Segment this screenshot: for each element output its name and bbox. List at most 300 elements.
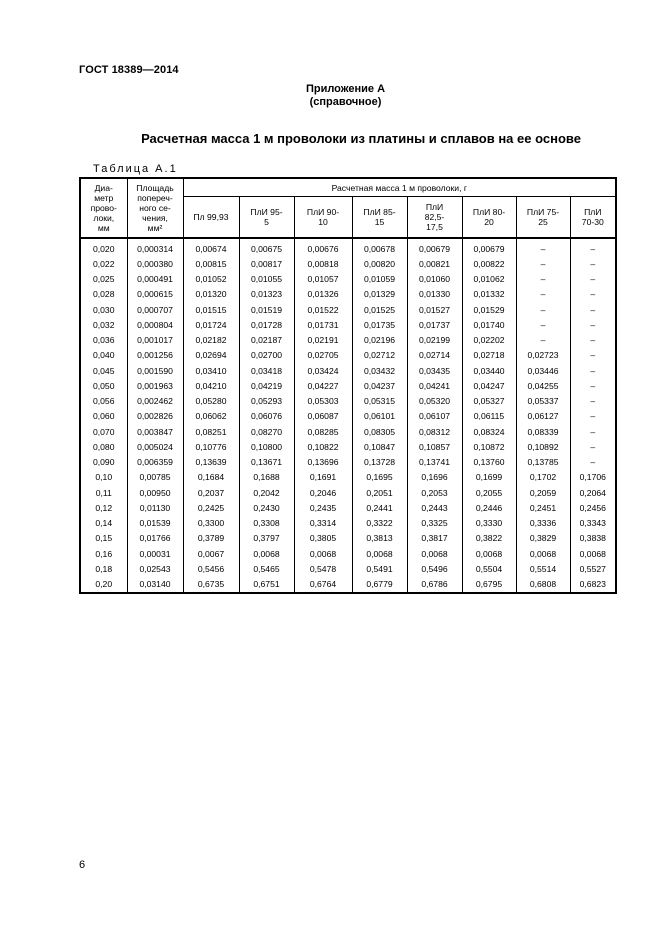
table-cell: 0,02199 — [407, 333, 462, 348]
table-cell: 0,025 — [80, 272, 127, 287]
table-cell: 0,01320 — [183, 287, 239, 302]
table-cell: 0,090 — [80, 455, 127, 470]
alloy-header-line: 82,5- — [424, 212, 445, 222]
table-cell: 0,2037 — [183, 485, 239, 500]
table-cell: 0,02694 — [183, 348, 239, 363]
table-cell: 0,045 — [80, 363, 127, 378]
table-cell: 0,000707 — [127, 302, 183, 317]
table-cell: 0,01522 — [294, 302, 352, 317]
table-cell: 0,3797 — [239, 531, 294, 546]
table-cell: 0,20 — [80, 577, 127, 593]
table-cell: 0,05327 — [462, 394, 516, 409]
table-cell: 0,01052 — [183, 272, 239, 287]
table-cell: 0,04255 — [516, 378, 570, 393]
table-cell: 0,2053 — [407, 485, 462, 500]
standard-number: ГОСТ 18389—2014 — [79, 64, 179, 76]
table-cell: – — [516, 287, 570, 302]
table-cell: 0,01515 — [183, 302, 239, 317]
table-cell: 0,01766 — [127, 531, 183, 546]
table-cell: 0,14 — [80, 516, 127, 531]
table-cell: 0,02187 — [239, 333, 294, 348]
area-header-line: мм² — [147, 223, 163, 233]
table-cell: 0,3805 — [294, 531, 352, 546]
table-cell: 0,6779 — [352, 577, 407, 593]
table-cell: 0,06062 — [183, 409, 239, 424]
table-cell: 0,1688 — [239, 470, 294, 485]
appendix-note: (справочное) — [309, 96, 382, 108]
table-cell: 0,0068 — [570, 546, 616, 561]
table-cell: – — [570, 455, 616, 470]
table-cell: 0,2435 — [294, 500, 352, 515]
diameter-header — [80, 178, 127, 238]
table-cell: 0,05315 — [352, 394, 407, 409]
table-cell: 0,032 — [80, 317, 127, 332]
table-cell: 0,01740 — [462, 317, 516, 332]
table-row — [80, 394, 616, 409]
table-cell: 0,6786 — [407, 577, 462, 593]
table-row — [80, 424, 616, 439]
table-cell: 0,070 — [80, 424, 127, 439]
table-cell: 0,002462 — [127, 394, 183, 409]
table-cell: 0,01735 — [352, 317, 407, 332]
alloy-header — [239, 197, 294, 239]
table-cell: 0,03424 — [294, 363, 352, 378]
table-cell: 0,02712 — [352, 348, 407, 363]
table-cell: – — [570, 363, 616, 378]
alloy-header — [516, 197, 570, 239]
table-cell: 0,01527 — [407, 302, 462, 317]
alloy-header-line: 5 — [264, 217, 269, 227]
table-cell: – — [570, 409, 616, 424]
table-cell: 0,040 — [80, 348, 127, 363]
table-cell: 0,01062 — [462, 272, 516, 287]
table-cell: 0,036 — [80, 333, 127, 348]
table-cell: 0,06076 — [239, 409, 294, 424]
alloy-header-line: ПлИ 85- — [363, 207, 396, 217]
alloy-header — [570, 197, 616, 239]
table-cell: 0,00675 — [239, 238, 294, 256]
table-cell: 0,01724 — [183, 317, 239, 332]
table-cell: – — [570, 302, 616, 317]
page-number: 6 — [79, 859, 86, 871]
table-cell: – — [516, 238, 570, 256]
table-row — [80, 531, 616, 546]
table-cell: 0,6795 — [462, 577, 516, 593]
table-cell: 0,005024 — [127, 439, 183, 454]
table-cell: 0,0068 — [294, 546, 352, 561]
table-cell: – — [516, 317, 570, 332]
diameter-header-line: мм — [97, 223, 110, 233]
table-row — [80, 348, 616, 363]
table-cell: 0,01057 — [294, 272, 352, 287]
area-header-line: попереч- — [137, 193, 173, 203]
table-cell: – — [516, 333, 570, 348]
table-cell: – — [570, 439, 616, 454]
table-cell: 0,00031 — [127, 546, 183, 561]
table-cell: 0,00679 — [407, 238, 462, 256]
alloy-header — [294, 197, 352, 239]
table-row — [80, 546, 616, 561]
alloy-header — [462, 197, 516, 239]
table-cell: 0,02718 — [462, 348, 516, 363]
table-cell: 0,00817 — [239, 256, 294, 271]
table-cell: 0,5527 — [570, 561, 616, 576]
table-cell: 0,10857 — [407, 439, 462, 454]
table-cell: 0,001256 — [127, 348, 183, 363]
diameter-header-line: прово- — [90, 203, 117, 213]
table-cell: 0,18 — [80, 561, 127, 576]
table-cell: 0,13785 — [516, 455, 570, 470]
table-cell: 0,01519 — [239, 302, 294, 317]
appendix-heading — [0, 83, 661, 109]
table-row — [80, 378, 616, 393]
table-row — [80, 485, 616, 500]
table-cell: 0,02543 — [127, 561, 183, 576]
table-cell: 0,0068 — [516, 546, 570, 561]
table-cell: 0,2451 — [516, 500, 570, 515]
table-cell: 0,02191 — [294, 333, 352, 348]
table-row — [80, 333, 616, 348]
table-cell: 0,04210 — [183, 378, 239, 393]
table-cell: 0,3838 — [570, 531, 616, 546]
table-cell: 0,000380 — [127, 256, 183, 271]
table-cell: 0,06115 — [462, 409, 516, 424]
wire-mass-table — [79, 177, 617, 594]
alloy-header-line: ПлИ 95- — [250, 207, 283, 217]
table-cell: 0,13639 — [183, 455, 239, 470]
table-cell: 0,0068 — [462, 546, 516, 561]
table-cell: 0,3308 — [239, 516, 294, 531]
table-cell: 0,10847 — [352, 439, 407, 454]
table-cell: 0,1696 — [407, 470, 462, 485]
alloy-header — [183, 197, 239, 239]
table-cell: 0,01323 — [239, 287, 294, 302]
table-cell: 0,5504 — [462, 561, 516, 576]
table-cell: 0,2051 — [352, 485, 407, 500]
table-cell: 0,6764 — [294, 577, 352, 593]
area-header-line: ного се- — [139, 203, 171, 213]
alloy-header-line: 10 — [318, 217, 328, 227]
alloy-header-line: 15 — [374, 217, 385, 227]
table-cell: 0,01728 — [239, 317, 294, 332]
table-cell: – — [570, 424, 616, 439]
area-header — [127, 178, 183, 238]
table-cell: 0,1699 — [462, 470, 516, 485]
table-cell: 0,02196 — [352, 333, 407, 348]
table-cell: 0,003847 — [127, 424, 183, 439]
table-row — [80, 238, 616, 256]
table-cell: 0,5465 — [239, 561, 294, 576]
table-cell: 0,1695 — [352, 470, 407, 485]
table-cell: – — [570, 348, 616, 363]
table-cell: 0,01332 — [462, 287, 516, 302]
table-cell: 0,01529 — [462, 302, 516, 317]
table-cell: 0,2064 — [570, 485, 616, 500]
table-cell: 0,3813 — [352, 531, 407, 546]
alloy-header — [407, 197, 462, 239]
table-cell: 0,000804 — [127, 317, 183, 332]
table-cell: 0,00676 — [294, 238, 352, 256]
table-cell: 0,5491 — [352, 561, 407, 576]
table-cell: 0,056 — [80, 394, 127, 409]
table-cell: 0,06087 — [294, 409, 352, 424]
mass-group-header: Расчетная масса 1 м проволоки, г — [183, 178, 616, 197]
table-cell: – — [570, 238, 616, 256]
table-cell: 0,10892 — [516, 439, 570, 454]
table-cell: 0,000615 — [127, 287, 183, 302]
table-cell: – — [516, 272, 570, 287]
table-cell: 0,6735 — [183, 577, 239, 593]
table-cell: 0,2059 — [516, 485, 570, 500]
table-cell: 0,00818 — [294, 256, 352, 271]
table-cell: 0,15 — [80, 531, 127, 546]
table-cell: 0,001017 — [127, 333, 183, 348]
table-row — [80, 455, 616, 470]
table-cell: 0,13728 — [352, 455, 407, 470]
table-cell: 0,16 — [80, 546, 127, 561]
table-cell: 0,6808 — [516, 577, 570, 593]
table-row — [80, 561, 616, 576]
table-cell: 0,01059 — [352, 272, 407, 287]
alloy-header-line: Пл 99,93 — [193, 212, 229, 222]
table-cell: 0,050 — [80, 378, 127, 393]
table-cell: 0,000491 — [127, 272, 183, 287]
table-cell: 0,03440 — [462, 363, 516, 378]
table-cell: 0,00678 — [352, 238, 407, 256]
table-cell: 0,2430 — [239, 500, 294, 515]
table-cell: 0,00679 — [462, 238, 516, 256]
table-row — [80, 302, 616, 317]
table-cell: 0,13741 — [407, 455, 462, 470]
table-row — [80, 500, 616, 515]
table-cell: 0,3314 — [294, 516, 352, 531]
table-cell: 0,00820 — [352, 256, 407, 271]
table-cell: 0,00950 — [127, 485, 183, 500]
alloy-header-line: ПлИ 80- — [472, 207, 506, 217]
table-cell: 0,05280 — [183, 394, 239, 409]
table-cell: 0,01130 — [127, 500, 183, 515]
table-cell: 0,13696 — [294, 455, 352, 470]
table-cell: 0,04241 — [407, 378, 462, 393]
table-cell: 0,05337 — [516, 394, 570, 409]
table-cell: 0,02723 — [516, 348, 570, 363]
table-row — [80, 363, 616, 378]
table-cell: 0,5456 — [183, 561, 239, 576]
appendix-title: Приложение А — [305, 83, 386, 95]
table-cell: 0,1691 — [294, 470, 352, 485]
table-cell: 0,12 — [80, 500, 127, 515]
table-cell: 0,02700 — [239, 348, 294, 363]
table-row — [80, 317, 616, 332]
table-cell: – — [570, 256, 616, 271]
table-cell: 0,028 — [80, 287, 127, 302]
table-cell: 0,3829 — [516, 531, 570, 546]
table-cell: 0,000314 — [127, 238, 183, 256]
table-cell: 0,2443 — [407, 500, 462, 515]
table-cell: 0,01329 — [352, 287, 407, 302]
table-cell: 0,6823 — [570, 577, 616, 593]
table-cell: 0,1702 — [516, 470, 570, 485]
table-cell: 0,13760 — [462, 455, 516, 470]
table-cell: – — [516, 302, 570, 317]
table-row — [80, 439, 616, 454]
table-cell: 0,3325 — [407, 516, 462, 531]
table-cell: – — [570, 378, 616, 393]
table-row — [80, 287, 616, 302]
alloy-header-line: 70-30 — [581, 217, 604, 227]
table-cell: 0,2425 — [183, 500, 239, 515]
diameter-header-line: Диа- — [94, 183, 113, 193]
table-cell: 0,00674 — [183, 238, 239, 256]
table-cell: 0,2446 — [462, 500, 516, 515]
table-cell: 0,01055 — [239, 272, 294, 287]
table-cell: 0,13671 — [239, 455, 294, 470]
table-row — [80, 470, 616, 485]
table-cell: 0,060 — [80, 409, 127, 424]
table-cell: 0,11 — [80, 485, 127, 500]
table-cell: 0,2046 — [294, 485, 352, 500]
table-cell: – — [570, 394, 616, 409]
alloy-header-line: 20 — [484, 217, 494, 227]
table-cell: 0,00785 — [127, 470, 183, 485]
table-cell: 0,02202 — [462, 333, 516, 348]
table-cell: 0,04237 — [352, 378, 407, 393]
table-cell: 0,02714 — [407, 348, 462, 363]
table-row — [80, 272, 616, 287]
table-cell: 0,3822 — [462, 531, 516, 546]
table-row — [80, 409, 616, 424]
table-cell: 0,10822 — [294, 439, 352, 454]
table-cell: 0,0068 — [407, 546, 462, 561]
table-cell: 0,2441 — [352, 500, 407, 515]
table-cell: 0,6751 — [239, 577, 294, 593]
table-cell: 0,06107 — [407, 409, 462, 424]
table-row — [80, 256, 616, 271]
table-cell: 0,00821 — [407, 256, 462, 271]
table-cell: 0,3336 — [516, 516, 570, 531]
table-cell: 0,00822 — [462, 256, 516, 271]
area-header-line: чения, — [142, 213, 168, 223]
document-title: Расчетная масса 1 м проволоки из платины и сплавов на ее основе — [141, 131, 581, 146]
alloy-header-line: 25 — [538, 217, 548, 227]
table-cell: 0,080 — [80, 439, 127, 454]
table-cell: 0,3817 — [407, 531, 462, 546]
table-cell: 0,3343 — [570, 516, 616, 531]
table-cell: 0,03432 — [352, 363, 407, 378]
area-header-line: Площадь — [136, 183, 174, 193]
table-cell: 0,08305 — [352, 424, 407, 439]
table-cell: 0,5496 — [407, 561, 462, 576]
table-cell: 0,10776 — [183, 439, 239, 454]
table-cell: 0,01731 — [294, 317, 352, 332]
table-cell: 0,05320 — [407, 394, 462, 409]
table-cell: 0,03446 — [516, 363, 570, 378]
table-cell: 0,01326 — [294, 287, 352, 302]
diameter-header-line: локи, — [93, 213, 115, 223]
table-cell: 0,10872 — [462, 439, 516, 454]
table-row — [80, 577, 616, 593]
table-cell: 0,05293 — [239, 394, 294, 409]
table-cell: 0,02182 — [183, 333, 239, 348]
table-cell: 0,03435 — [407, 363, 462, 378]
table-cell: 0,04227 — [294, 378, 352, 393]
table-cell: 0,001590 — [127, 363, 183, 378]
table-cell: 0,03410 — [183, 363, 239, 378]
table-cell: 0,0068 — [239, 546, 294, 561]
table-cell: 0,08312 — [407, 424, 462, 439]
table-cell: 0,5478 — [294, 561, 352, 576]
alloy-header — [352, 197, 407, 239]
table-cell: – — [570, 317, 616, 332]
alloy-header-line: ПлИ — [425, 202, 444, 212]
table-header-row — [80, 178, 616, 197]
table-cell: 0,020 — [80, 238, 127, 256]
table-cell: 0,01539 — [127, 516, 183, 531]
table-cell: 0,00815 — [183, 256, 239, 271]
table-cell: 0,030 — [80, 302, 127, 317]
table-cell: 0,01737 — [407, 317, 462, 332]
table-cell: 0,3300 — [183, 516, 239, 531]
table-cell: 0,2055 — [462, 485, 516, 500]
table-cell: 0,04247 — [462, 378, 516, 393]
table-cell: 0,0068 — [352, 546, 407, 561]
table-cell: 0,01525 — [352, 302, 407, 317]
table-row — [80, 516, 616, 531]
table-cell: 0,2456 — [570, 500, 616, 515]
table-cell: 0,08270 — [239, 424, 294, 439]
table-cell: 0,04219 — [239, 378, 294, 393]
table-cell: 0,0067 — [183, 546, 239, 561]
table-cell: – — [570, 333, 616, 348]
table-cell: 0,01330 — [407, 287, 462, 302]
table-cell: 0,001963 — [127, 378, 183, 393]
table-cell: 0,08324 — [462, 424, 516, 439]
alloy-header-line: 17,5 — [426, 222, 443, 232]
table-cell: 0,5514 — [516, 561, 570, 576]
table-cell: 0,10 — [80, 470, 127, 485]
table-body — [80, 238, 616, 593]
table-cell: 0,05303 — [294, 394, 352, 409]
alloy-header-line: ПлИ — [584, 207, 602, 217]
table-cell: 0,06127 — [516, 409, 570, 424]
table-cell: 0,10800 — [239, 439, 294, 454]
table-cell: 0,1706 — [570, 470, 616, 485]
table-cell: 0,08285 — [294, 424, 352, 439]
table-cell: 0,3322 — [352, 516, 407, 531]
alloy-header-line: ПлИ 90- — [306, 207, 340, 217]
table-cell: 0,002826 — [127, 409, 183, 424]
table-cell: – — [570, 272, 616, 287]
table-cell: – — [570, 287, 616, 302]
table-cell: 0,08251 — [183, 424, 239, 439]
table-cell: 0,06101 — [352, 409, 407, 424]
table-cell: 0,022 — [80, 256, 127, 271]
table-cell: 0,03418 — [239, 363, 294, 378]
table-caption: Таблица А.1 — [93, 163, 178, 175]
table-cell: – — [516, 256, 570, 271]
table-cell: 0,08339 — [516, 424, 570, 439]
table-cell: 0,2042 — [239, 485, 294, 500]
table-cell: 0,02705 — [294, 348, 352, 363]
table-cell: 0,006359 — [127, 455, 183, 470]
table-cell: 0,01060 — [407, 272, 462, 287]
diameter-header-line: метр — [94, 193, 114, 203]
alloy-header-line: ПлИ 75- — [526, 207, 560, 217]
table-cell: 0,03140 — [127, 577, 183, 593]
table-cell: 0,1684 — [183, 470, 239, 485]
table-cell: 0,3330 — [462, 516, 516, 531]
table-cell: 0,3789 — [183, 531, 239, 546]
